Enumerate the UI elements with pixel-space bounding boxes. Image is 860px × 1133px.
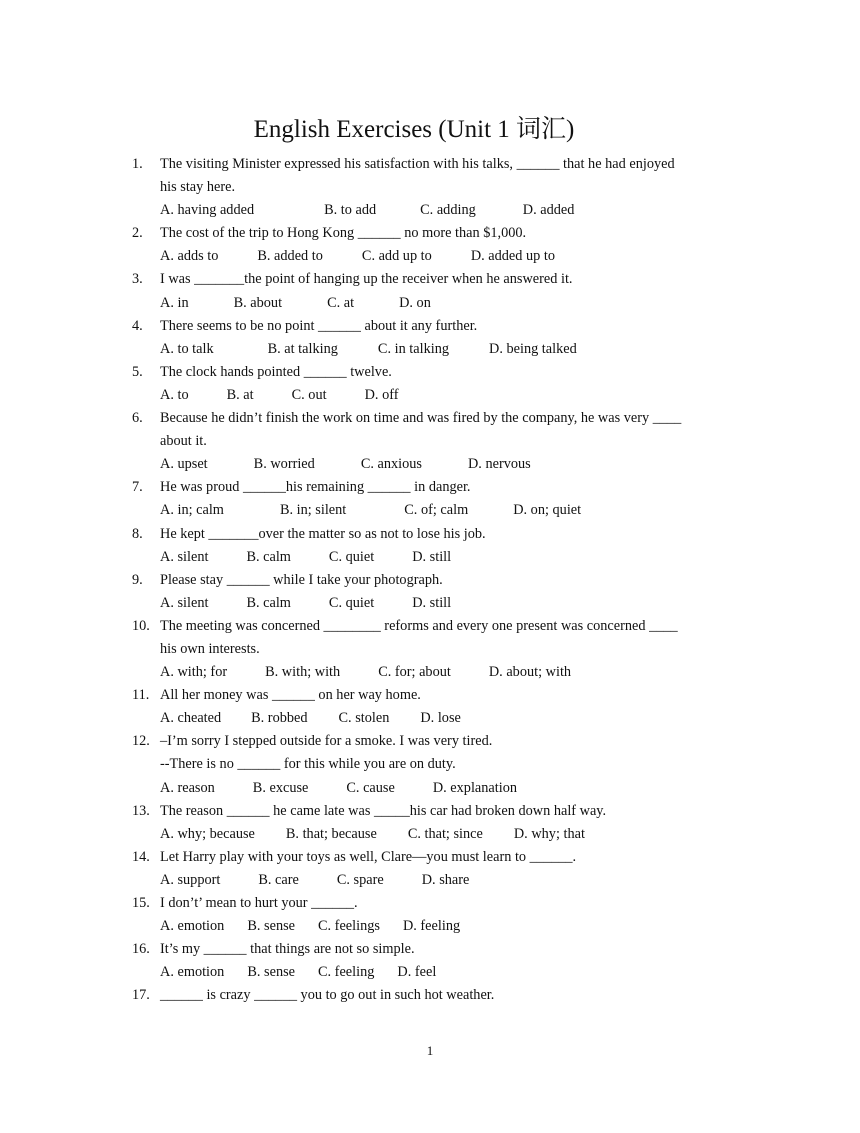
question-number: 9. [132, 571, 143, 588]
answer-option: D. on; quiet [513, 502, 582, 519]
answer-option: B. calm [246, 548, 291, 565]
answer-option: C. adding [420, 202, 476, 219]
answer-option: B. sense [247, 918, 295, 935]
question-item [132, 476, 732, 522]
question-text: The meeting was concerned ________ reforms and every one present was concerned ____ [160, 617, 678, 634]
answer-option: C. that; since [407, 825, 483, 842]
answer-option: B. excuse [252, 779, 309, 796]
answer-option: C. quiet [328, 594, 375, 611]
answer-option: C. stolen [338, 710, 390, 727]
question-item [132, 361, 732, 407]
answer-option: A. reason [160, 779, 215, 796]
answer-option: D. still [412, 594, 452, 611]
answer-option: A. to talk [160, 340, 214, 357]
question-number: 7. [132, 479, 143, 496]
answer-options [160, 292, 732, 315]
answer-option: A. emotion [160, 918, 225, 935]
question-item [132, 523, 732, 569]
answer-option: A. cheated [160, 710, 222, 727]
answer-option: B. to add [324, 202, 377, 219]
question-number: 15. [132, 895, 150, 911]
page-title: English Exercises (Unit 1 词汇) [253, 116, 575, 143]
answer-option: A. support [160, 871, 221, 888]
question-number: 17. [132, 987, 150, 1004]
question-text: He kept _______over the matter so as not to lose his job. [160, 525, 486, 542]
question-text: There seems to be no point ______ about it any further. [160, 317, 478, 334]
answer-option: B. worried [253, 456, 315, 473]
answer-option: B. that; because [285, 825, 377, 842]
question-item [132, 315, 732, 361]
question-text: ______ is crazy ______ you to go out in such hot weather. [160, 987, 495, 1004]
answer-option: C. cause [346, 779, 395, 796]
answer-options [160, 384, 732, 407]
answer-option: B. calm [246, 594, 291, 611]
answer-option: D. being talked [489, 340, 577, 357]
question-item [132, 892, 732, 938]
question-text: Let Harry play with your toys as well, Clare—you must learn to ______. [160, 848, 577, 865]
question-number: 1. [132, 156, 143, 172]
question-text: It’s my ______ that things are not so simple. [160, 941, 415, 958]
answer-options [160, 961, 732, 984]
answer-option: D. added up to [470, 248, 555, 265]
answer-option: D. why; that [513, 825, 585, 842]
answer-options [160, 915, 732, 938]
answer-options [160, 707, 732, 730]
question-text: –I’m sorry I stepped outside for a smoke. I was very tired. [160, 733, 493, 750]
question-number: 4. [132, 317, 143, 334]
question-number: 5. [132, 363, 143, 380]
answer-options [160, 199, 732, 222]
answer-option: B. sense [247, 964, 295, 981]
answer-option: D. feeling [402, 918, 461, 935]
question-item [132, 569, 732, 615]
answer-option: B. added to [257, 248, 323, 265]
question-text: about it. [160, 433, 207, 450]
page-number: 1 [426, 1043, 434, 1058]
answer-option: C. of; calm [404, 502, 469, 519]
answer-option: D. about; with [488, 664, 572, 681]
question-item [132, 846, 732, 892]
question-item [132, 615, 732, 684]
answer-option: A. why; because [160, 825, 255, 842]
question-text: --There is no ______ for this while you are on duty. [160, 756, 456, 773]
answer-option: C. feelings [318, 918, 380, 935]
answer-option: A. with; for [160, 664, 228, 681]
question-item [132, 222, 732, 268]
answer-option: A. in; calm [160, 502, 224, 519]
answer-options [160, 823, 732, 846]
answer-option: B. at [226, 386, 254, 403]
question-text: All her money was ______ on her way home. [160, 687, 421, 704]
answer-option: A. silent [160, 594, 209, 611]
answer-option: C. quiet [328, 548, 375, 565]
question-item [132, 268, 732, 314]
question-text: Please stay ______ while I take your photograph. [160, 571, 443, 588]
question-item [132, 684, 732, 730]
answer-options [160, 661, 732, 684]
answer-option: C. at [327, 294, 355, 311]
question-number: 8. [132, 525, 143, 542]
question-text: The cost of the trip to Hong Kong ______ no more than $1,000. [160, 225, 527, 242]
question-item [132, 800, 732, 846]
question-text: his own interests. [160, 640, 260, 657]
answer-option: A. upset [160, 456, 208, 473]
question-number: 11. [132, 687, 150, 704]
answer-option: D. explanation [432, 779, 517, 796]
answer-option: C. out [291, 386, 327, 403]
question-number: 6. [132, 410, 143, 427]
answer-option: D. lose [420, 710, 461, 727]
answer-option: D. still [412, 548, 452, 565]
answer-options [160, 338, 732, 361]
answer-option: C. feeling [318, 964, 375, 981]
question-number: 10. [132, 617, 150, 634]
answer-option: A. in [160, 294, 189, 311]
answer-option: C. add up to [361, 248, 432, 265]
answer-option: D. added [522, 202, 575, 219]
question-number: 14. [132, 848, 150, 865]
answer-option: B. with; with [265, 664, 341, 681]
question-number: 2. [132, 225, 143, 242]
question-text: The visiting Minister expressed his satisfaction with his talks, ______ that he had enjoyed [160, 156, 675, 172]
answer-option: B. robbed [251, 710, 308, 727]
answer-option: C. spare [336, 871, 384, 888]
answer-option: B. care [258, 871, 299, 888]
answer-option: B. in; silent [279, 502, 347, 519]
answer-option: D. nervous [467, 456, 531, 473]
answer-options [160, 777, 732, 800]
answer-option: A. adds to [160, 248, 219, 265]
answer-option: D. share [421, 871, 470, 888]
answer-option: A. emotion [160, 964, 225, 981]
answer-option: A. silent [160, 548, 209, 565]
answer-options [160, 499, 732, 522]
question-item [132, 153, 732, 222]
question-number: 13. [132, 802, 150, 819]
answer-options [160, 453, 732, 476]
answer-option: D. off [364, 386, 399, 403]
answer-option: A. having added [160, 202, 255, 219]
answer-option: D. feel [397, 964, 437, 981]
question-text: I was _______the point of hanging up the receiver when he answered it. [160, 271, 573, 288]
question-text: The clock hands pointed ______ twelve. [160, 363, 392, 380]
answer-option: B. about [233, 294, 283, 311]
question-item [132, 984, 732, 1007]
question-number: 12. [132, 733, 150, 750]
answer-options [160, 245, 732, 268]
question-text: I don’t’ mean to hurt your ______. [160, 895, 358, 911]
answer-option: B. at talking [267, 340, 338, 357]
question-item [132, 730, 732, 799]
question-text: He was proud ______his remaining ______ in danger. [160, 479, 471, 496]
answer-option: C. anxious [360, 456, 422, 473]
answer-options [160, 592, 732, 615]
question-item [132, 407, 732, 476]
answer-option: C. in talking [377, 340, 449, 357]
question-number: 3. [132, 271, 143, 288]
answer-option: A. to [160, 386, 189, 403]
question-text: The reason ______ he came late was _____his car had broken down half way. [160, 802, 607, 819]
answer-option: C. for; about [378, 664, 451, 681]
question-number: 16. [132, 941, 150, 958]
answer-options [160, 546, 732, 569]
answer-option: D. on [399, 294, 431, 311]
question-text: his stay here. [160, 179, 236, 196]
question-text: Because he didn’t finish the work on time and was fired by the company, he was very ____ [160, 410, 682, 427]
question-item [132, 938, 732, 984]
question-list [132, 153, 732, 1007]
answer-options [160, 869, 732, 892]
